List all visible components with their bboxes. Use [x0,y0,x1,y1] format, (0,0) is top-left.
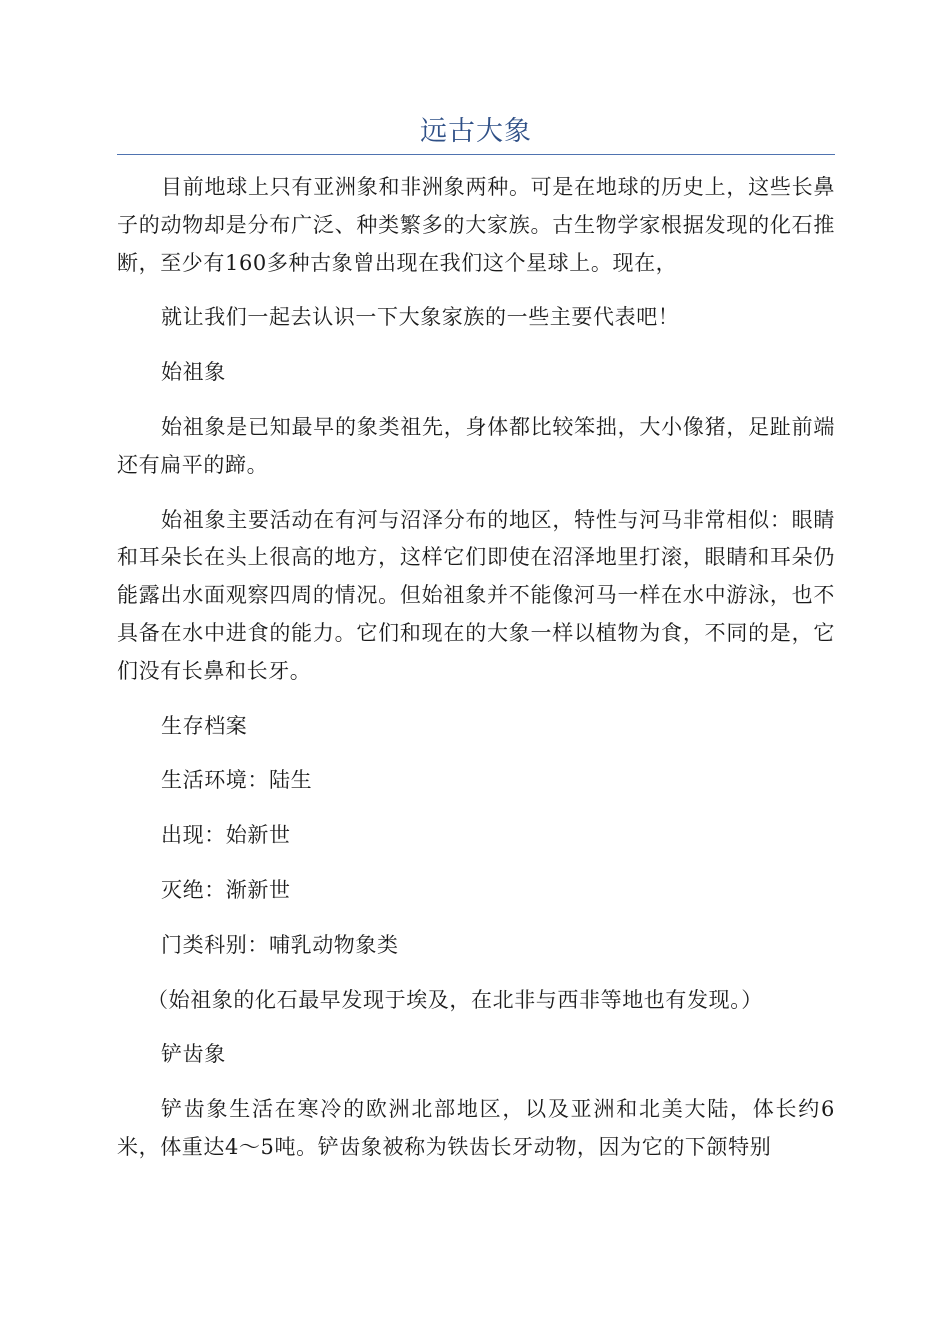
profile-environment: 生活环境：陆生 [161,768,313,793]
profile-appearance: 出现：始新世 [161,823,291,848]
section-heading-eritherium: 始祖象 [161,360,226,385]
paragraph-platybelodon-description: 铲齿象生活在寒冷的欧洲北部地区，以及亚洲和北美大陆，体长约6米，体重达4～5吨。铲齿象被称为铁齿长牙动物，因为它的下颌特别 [117,1097,835,1159]
title-underline [117,154,835,155]
paragraph-intro: 目前地球上只有亚洲象和非洲象两种。可是在地球的历史上，这些长鼻子的动物却是分布广泛、种类繁多的大家族。古生物学家根据发现的化石推断，至少有160多种古象曾出现在我们这个星球上。现在， [117,175,835,275]
document-page [117,110,835,1184]
paragraph-fossil-note: （始祖象的化石最早发现于埃及，在北非与西非等地也有发现。） [147,987,763,1012]
section-heading-platybelodon: 铲齿象 [161,1042,226,1067]
profile-classification: 门类科别：哺乳动物象类 [161,932,399,957]
paragraph-eritherium-description: 始祖象是已知最早的象类祖先，身体都比较笨拙，大小像猪，足趾前端还有扁平的蹄。 [117,414,835,477]
section-heading-survival-profile: 生存档案 [161,713,248,738]
profile-extinction: 灭绝：渐新世 [161,877,291,902]
document-title: 远古大象 [420,116,532,147]
paragraph-intro-continued: 就让我们一起去认识一下大象家族的一些主要代表吧！ [161,305,680,330]
paragraph-eritherium-habitat: 始祖象主要活动在有河与沼泽分布的地区，特性与河马非常相似：眼睛和耳朵长在头上很高的地方，这样它们即使在沼泽地里打滚，眼睛和耳朵仍能露出水面观察四周的情况。但始祖象并不能像河马一样在水中游泳，也不具备在水中进食的能力。它们和现在的大象一样以植物为食，不同的是，它们没有长鼻和长牙。 [117,507,835,683]
